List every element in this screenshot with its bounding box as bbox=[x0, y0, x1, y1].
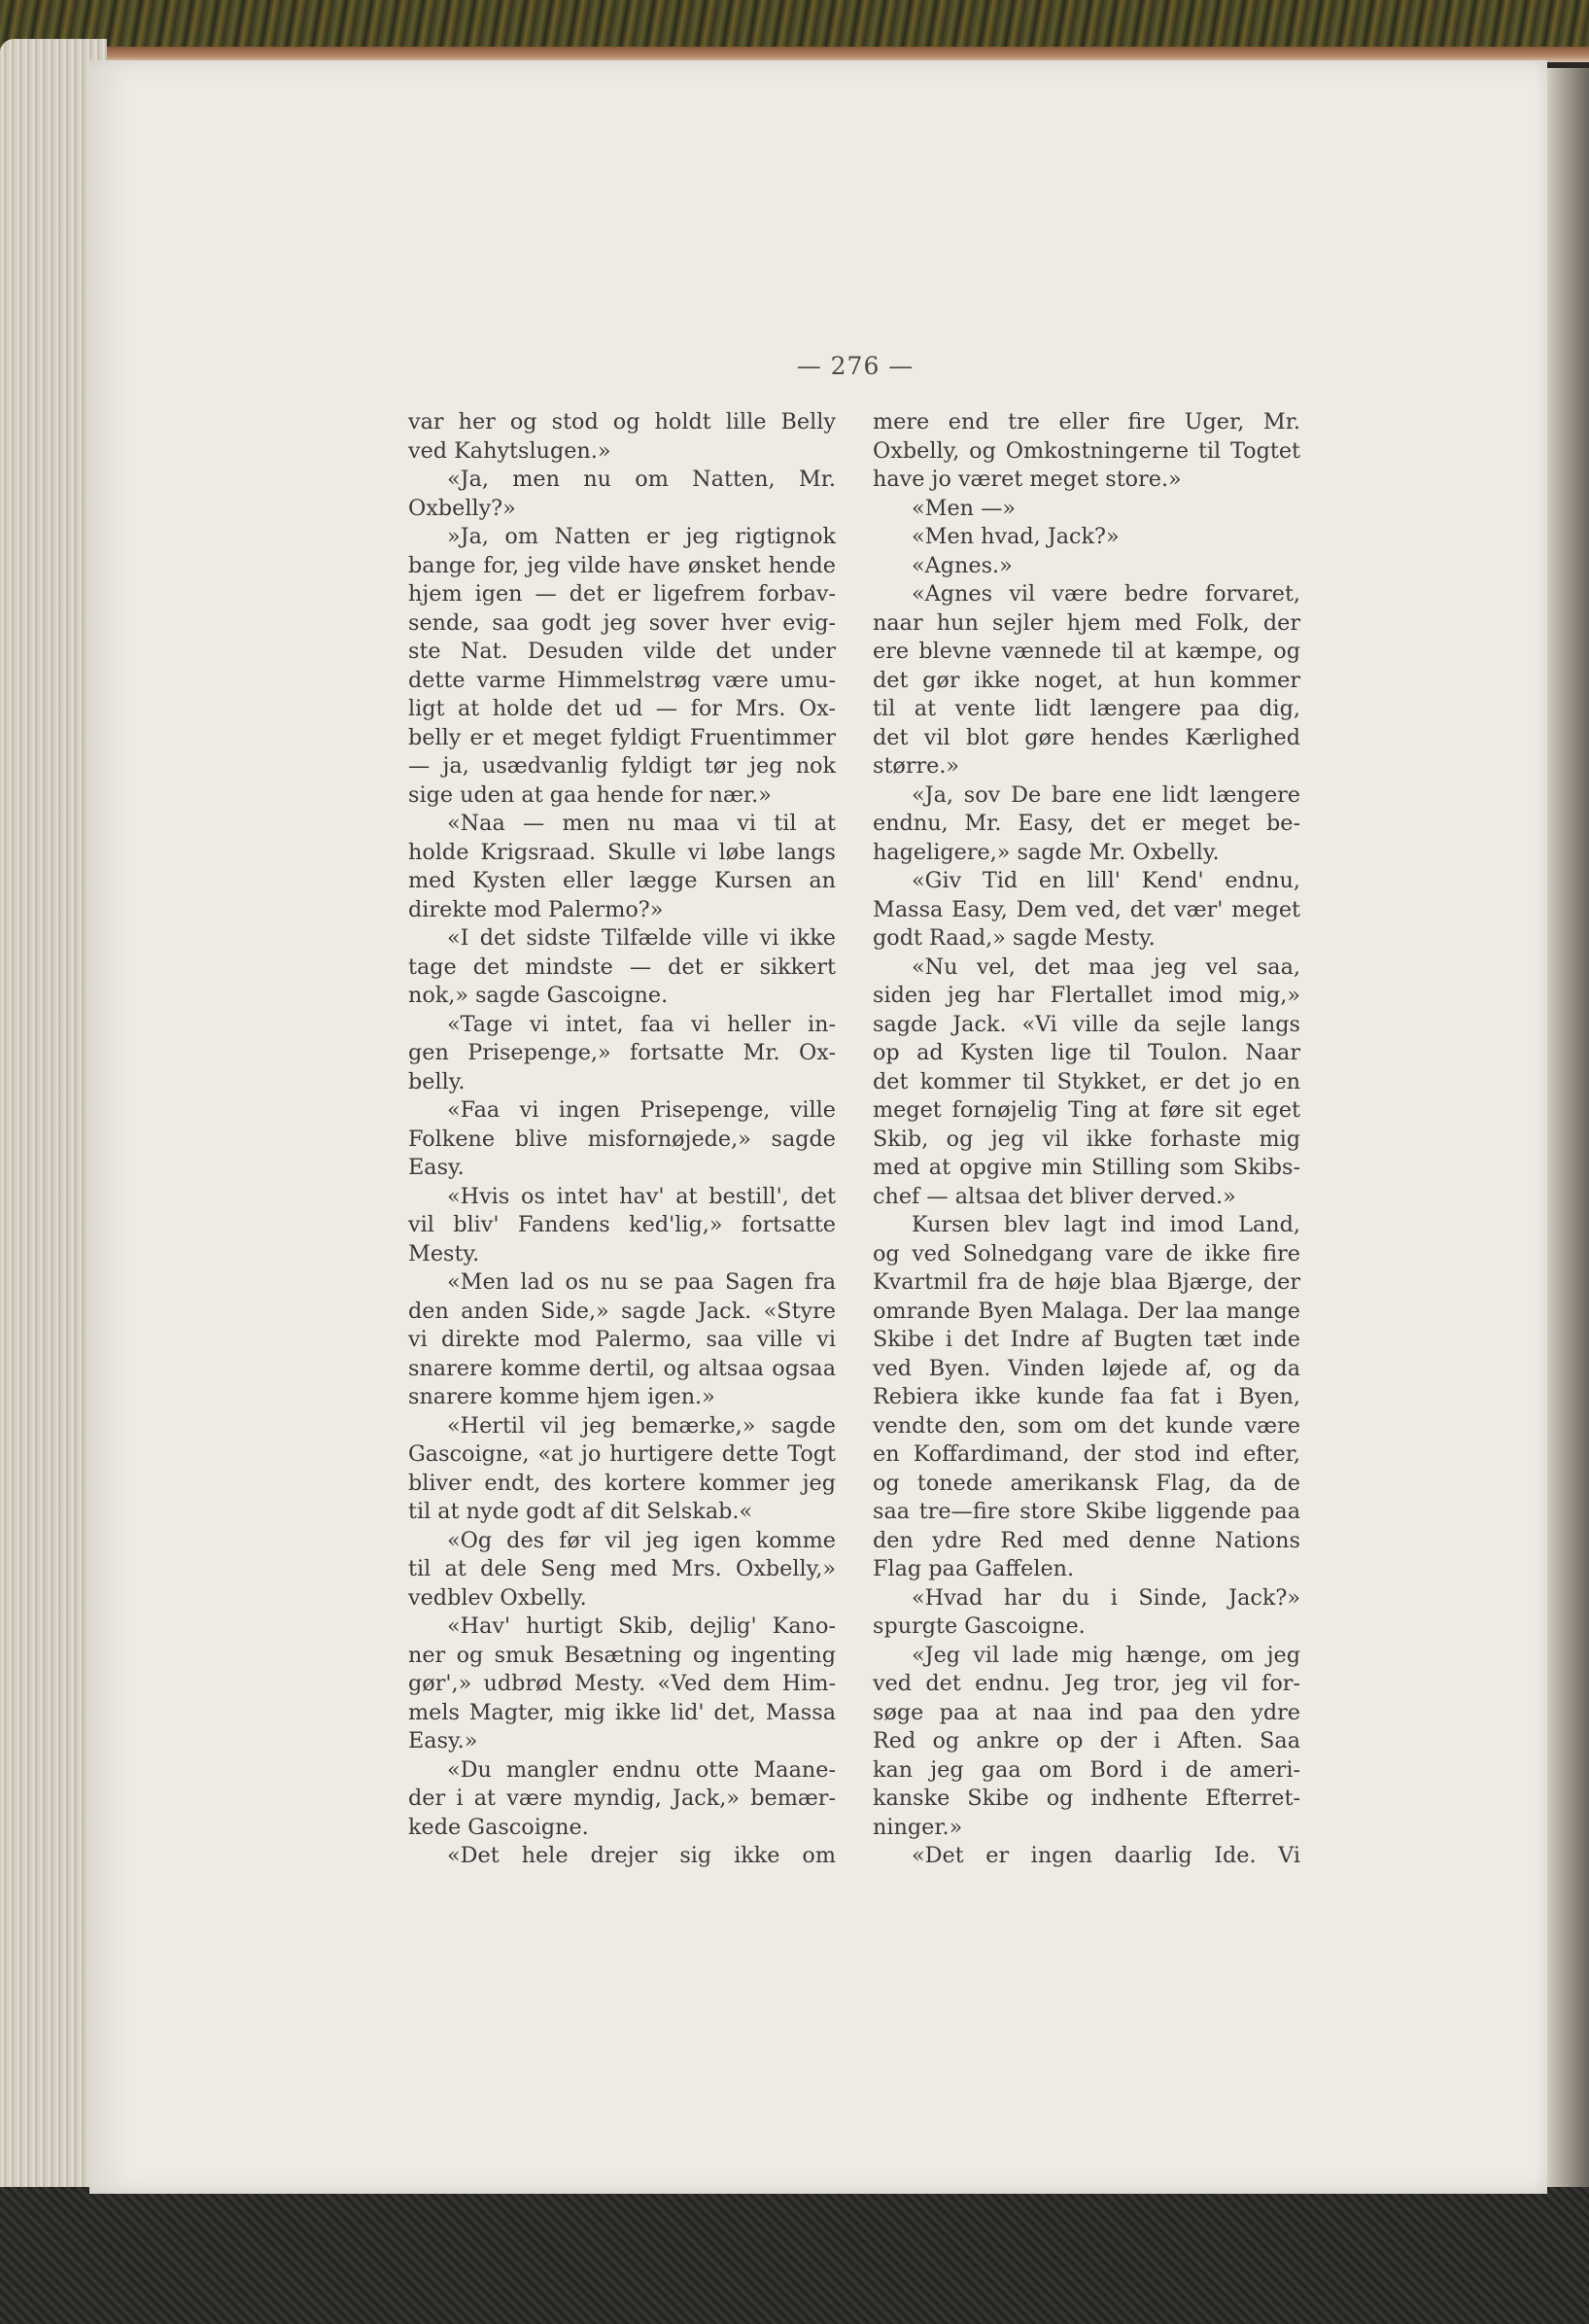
text-line: «Men —» bbox=[912, 495, 1017, 521]
text-line: hjem igen — det er ligefrem forbav- bbox=[408, 581, 836, 607]
text-line: chef — altsaa det bliver derved.» bbox=[873, 1183, 1236, 1209]
text-line: Kursen blev lagt ind imod Land, bbox=[912, 1212, 1300, 1237]
text-line: «Naa — men nu maa vi til at bbox=[447, 811, 836, 836]
text-line: Kvartmil fra de høje blaa Bjærge, der bbox=[873, 1269, 1300, 1295]
text-line: ved Byen. Vinden løjede af, og da bbox=[873, 1355, 1300, 1381]
text-line: gen Prisepenge,» fortsatte Mr. Ox- bbox=[408, 1040, 836, 1065]
page-edges-right bbox=[1547, 68, 1589, 2197]
text-line: kanske Skibe og indhente Efterret- bbox=[873, 1786, 1300, 1811]
text-line: den anden Side,» sagde Jack. «Styre bbox=[408, 1298, 836, 1324]
text-line: «Men hvad, Jack?» bbox=[912, 524, 1120, 549]
text-line: «Det er ingen daarlig Ide. Vi bbox=[912, 1843, 1300, 1868]
text-line: «Hav' hurtigt Skib, dejlig' Kano- bbox=[447, 1613, 836, 1639]
text-line: Mesty. bbox=[408, 1240, 480, 1266]
text-line: bange for, jeg vilde have ønsket hende bbox=[408, 552, 836, 578]
page-number: — 276 — bbox=[796, 352, 915, 380]
text-line: til at nyde godt af dit Selskab.« bbox=[408, 1499, 753, 1524]
text-line: vedblev Oxbelly. bbox=[408, 1584, 587, 1611]
text-line: «Ja, sov De bare ene lidt længere bbox=[912, 781, 1300, 808]
text-column-right bbox=[873, 408, 1300, 1871]
text-line: «Agnes.» bbox=[912, 552, 1013, 578]
text-line: «Og des før vil jeg igen komme bbox=[447, 1527, 836, 1553]
text-line: belly. bbox=[408, 1068, 466, 1094]
text-line: det vil blot gøre hendes Kærlighed bbox=[873, 724, 1300, 750]
text-line: hageligere,» sagde Mr. Oxbelly. bbox=[873, 839, 1220, 865]
text-line: «Det hele drejer sig ikke om bbox=[447, 1843, 836, 1868]
text-line: Flag paa Gaffelen. bbox=[873, 1556, 1075, 1581]
text-line: det kommer til Stykket, er det jo en bbox=[873, 1068, 1300, 1094]
text-line: snarere komme hjem igen.» bbox=[408, 1384, 715, 1409]
text-line: «Jeg vil lade mig hænge, om jeg bbox=[912, 1642, 1300, 1668]
text-line: «Du mangler endnu otte Maane- bbox=[447, 1756, 836, 1783]
text-line: «Hvis os intet hav' at bestill', det bbox=[447, 1183, 836, 1209]
text-line: var her og stod og holdt lille Belly bbox=[408, 409, 836, 434]
text-line: sige uden at gaa hende for nær.» bbox=[408, 781, 772, 808]
text-line: det gør ikke noget, at hun kommer bbox=[873, 667, 1300, 693]
text-line: Easy.» bbox=[408, 1728, 478, 1753]
text-line: holde Krigsraad. Skulle vi løbe langs bbox=[408, 839, 836, 865]
text-line: og tonede amerikansk Flag, da de bbox=[873, 1470, 1300, 1496]
text-line: spurgte Gascoigne. bbox=[873, 1613, 1086, 1639]
text-line: Red og ankre op der i Aften. Saa bbox=[873, 1728, 1300, 1753]
text-line: nok,» sagde Gascoigne. bbox=[408, 983, 669, 1008]
text-line: naar hun sejler hjem med Folk, der bbox=[873, 609, 1300, 636]
text-line: Easy. bbox=[408, 1155, 465, 1180]
text-line: «Tage vi intet, faa vi heller in- bbox=[447, 1011, 836, 1037]
book-cover-bottom bbox=[0, 2187, 1589, 2324]
text-line: vendte den, som om det kunde være bbox=[873, 1412, 1300, 1439]
text-line: Oxbelly?» bbox=[408, 495, 516, 521]
text-line: Folkene blive misfornøjede,» sagde bbox=[408, 1126, 836, 1152]
text-line: mels Magter, mig ikke lid' det, Massa bbox=[408, 1699, 836, 1725]
text-line: en Koffardimand, der stod ind efter, bbox=[873, 1441, 1300, 1467]
text-line: Skibe i det Indre af Bugten tæt inde bbox=[873, 1327, 1300, 1352]
text-line: — ja, usædvanlig fyldigt tør jeg nok bbox=[408, 753, 836, 779]
text-line: bliver endt, des kortere kommer jeg bbox=[408, 1470, 836, 1496]
text-line: belly er et meget fyldigt Fruentimmer bbox=[408, 724, 836, 750]
text-line: kede Gascoigne. bbox=[408, 1814, 589, 1840]
text-line: Skib, og jeg vil ikke forhaste mig bbox=[873, 1126, 1300, 1152]
text-line: «Giv Tid en lill' Kend' endnu, bbox=[912, 868, 1300, 893]
text-line: have jo været meget store.» bbox=[873, 467, 1182, 492]
text-line: endnu, Mr. Easy, det er meget be- bbox=[873, 811, 1300, 836]
text-line: der i at være myndig, Jack,» bemær- bbox=[408, 1786, 836, 1811]
text-line: «I det sidste Tilfælde ville vi ikke bbox=[447, 925, 836, 951]
text-line: «Faa vi ingen Prisepenge, ville bbox=[447, 1097, 836, 1123]
text-line: vi direkte mod Palermo, saa ville vi bbox=[408, 1327, 836, 1352]
text-line: direkte mod Palermo?» bbox=[408, 896, 664, 922]
text-line: omrande Byen Malaga. Der laa mange bbox=[873, 1298, 1300, 1324]
text-line: ere blevne vænnede til at kæmpe, og bbox=[873, 639, 1300, 664]
text-line: ste Nat. Desuden vilde det under bbox=[408, 639, 836, 664]
text-line: til at dele Seng med Mrs. Oxbelly,» bbox=[408, 1556, 836, 1581]
text-line: mere end tre eller fire Uger, Mr. bbox=[873, 409, 1300, 434]
text-line: dette varme Himmelstrøg være umu- bbox=[408, 667, 836, 693]
text-line: godt Raad,» sagde Mesty. bbox=[873, 925, 1156, 951]
text-line: ved det endnu. Jeg tror, jeg vil for- bbox=[873, 1671, 1300, 1696]
text-line: «Agnes vil være bedre forvaret, bbox=[912, 581, 1300, 607]
text-line: gør',» udbrød Mesty. «Ved dem Him- bbox=[408, 1671, 836, 1696]
text-line: «Hvad har du i Sinde, Jack?» bbox=[912, 1584, 1300, 1611]
text-column-left bbox=[408, 408, 836, 1871]
text-line: og ved Solnedgang vare de ikke fire bbox=[873, 1240, 1300, 1266]
text-line: med Kysten eller lægge Kursen an bbox=[408, 868, 836, 893]
text-line: ner og smuk Besætning og ingenting bbox=[408, 1642, 836, 1668]
text-line: tage det mindste — det er sikkert bbox=[408, 954, 836, 980]
text-line: «Ja, men nu om Natten, Mr. bbox=[447, 467, 836, 492]
text-line: til at vente lidt længere paa dig, bbox=[873, 696, 1300, 721]
text-line: op ad Kysten lige til Toulon. Naar bbox=[873, 1040, 1300, 1065]
text-line: ved Kahytslugen.» bbox=[408, 437, 611, 464]
text-line: «Hertil vil jeg bemærke,» sagde bbox=[447, 1412, 836, 1439]
text-line: større.» bbox=[873, 753, 960, 779]
text-line: søge paa at naa ind paa den ydre bbox=[873, 1699, 1300, 1725]
text-line: «Nu vel, det maa jeg vel saa, bbox=[912, 954, 1300, 980]
text-line: «Men lad os nu se paa Sagen fra bbox=[447, 1269, 836, 1295]
text-line: snarere komme dertil, og altsaa ogsaa bbox=[408, 1355, 836, 1381]
text-line: den ydre Red med denne Nations bbox=[873, 1527, 1300, 1553]
text-line: ligt at holde det ud — for Mrs. Ox- bbox=[408, 696, 836, 721]
text-line: Oxbelly, og Omkostningerne til Togtet bbox=[873, 437, 1300, 464]
text-line: meget fornøjelig Ting at føre sit eget bbox=[873, 1097, 1300, 1123]
text-line: med at opgive min Stilling som Skibs- bbox=[873, 1155, 1300, 1180]
text-line: Massa Easy, Dem ved, det vær' meget bbox=[873, 896, 1300, 922]
text-line: sagde Jack. «Vi ville da sejle langs bbox=[873, 1011, 1300, 1037]
text-line: Rebiera ikke kunde faa fat i Byen, bbox=[873, 1384, 1300, 1409]
text-line: kan jeg gaa om Bord i de ameri- bbox=[873, 1756, 1300, 1783]
text-line: vil bliv' Fandens ked'lig,» fortsatte bbox=[408, 1212, 836, 1237]
text-line: ninger.» bbox=[873, 1814, 963, 1840]
text-line: saa tre—fire store Skibe liggende paa bbox=[873, 1499, 1300, 1524]
text-line: siden jeg har Flertallet imod mig,» bbox=[873, 983, 1300, 1008]
text-line: sende, saa godt jeg sover hver evig- bbox=[408, 609, 836, 636]
text-line: Gascoigne, «at jo hurtigere dette Togt bbox=[408, 1441, 836, 1467]
text-line: »Ja, om Natten er jeg rigtignok bbox=[447, 524, 836, 549]
